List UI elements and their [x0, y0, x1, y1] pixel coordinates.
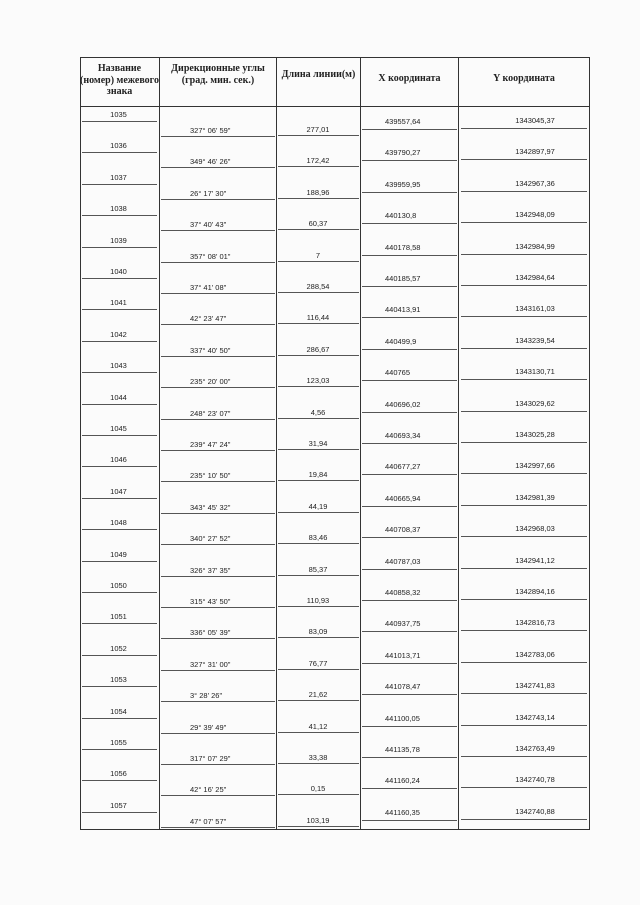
header-y: Y координата [493, 73, 555, 84]
x-coordinate: 440858,32 [385, 588, 421, 597]
coordinates-table [80, 57, 590, 830]
x-coordinate: 440693,34 [385, 431, 421, 440]
length-row-line [278, 386, 359, 387]
direction-angle: 337° 40' 50" [190, 345, 231, 355]
length-row-line [278, 323, 359, 324]
x-coordinate: 441013,71 [385, 650, 421, 660]
x-coordinate: 440130,8 [385, 211, 417, 221]
row-line [82, 341, 157, 342]
length-row-line [278, 512, 359, 513]
direction-angle: 327° 31' 00" [190, 659, 231, 669]
line-length: 83,09 [308, 627, 328, 637]
line-length: 19,84 [308, 470, 328, 480]
row-line [82, 780, 157, 781]
col-divider-4 [458, 57, 459, 830]
point-id: 1057 [110, 800, 127, 810]
row-line [82, 718, 157, 719]
header-angles: Дирекционные углы (град. мин. сек.) [171, 63, 265, 86]
x-coordinate: 441135,78 [385, 745, 420, 754]
x-row-line [362, 694, 457, 695]
row-line [82, 812, 157, 813]
angle-row-line [161, 701, 275, 702]
x-row-line [362, 631, 457, 632]
row-line [82, 529, 157, 530]
angle-row-line [161, 670, 275, 671]
length-row-line [278, 449, 359, 450]
x-row-line [362, 726, 457, 727]
row-line [82, 686, 157, 687]
y-row-line [461, 568, 587, 569]
length-row-line [278, 261, 359, 262]
y-coordinate: 1342783,06 [515, 649, 555, 659]
direction-angle: 235° 20' 00" [190, 377, 231, 387]
point-id: 1036 [110, 141, 127, 151]
angle-row-line [161, 387, 275, 388]
x-coordinate: 440665,94 [385, 493, 421, 503]
x-row-line [362, 663, 457, 664]
direction-angle: 349° 46' 26" [190, 157, 231, 167]
point-id: 1056 [110, 769, 127, 779]
x-coordinate: 439557,64 [385, 117, 421, 126]
x-row-line [362, 192, 457, 193]
y-coordinate: 1342968,03 [515, 524, 555, 534]
y-coordinate: 1342740,88 [515, 806, 555, 816]
y-row-line [461, 348, 587, 349]
y-row-line [461, 725, 587, 726]
angle-row-line [161, 324, 275, 325]
y-row-line [461, 128, 587, 129]
angle-row-line [161, 733, 275, 734]
x-coordinate: 441160,35 [385, 807, 420, 817]
angle-row-line [161, 136, 275, 137]
x-coordinate: 440178,58 [385, 242, 421, 252]
table-border-right [589, 57, 590, 830]
x-row-line [362, 443, 457, 444]
row-line [82, 152, 157, 153]
x-row-line [362, 380, 457, 381]
x-row-line [362, 412, 457, 413]
point-id: 1037 [110, 172, 127, 182]
x-coordinate: 441160,24 [385, 776, 420, 786]
length-row-line [278, 198, 359, 199]
x-row-line [362, 286, 457, 287]
x-coordinate: 440696,02 [385, 399, 421, 409]
line-length: 31,94 [308, 439, 328, 448]
length-row-line [278, 669, 359, 670]
line-length: 103,19 [306, 815, 330, 825]
length-row-line [278, 229, 359, 230]
length-row-line [278, 763, 359, 764]
point-id: 1049 [110, 549, 127, 559]
point-id: 1052 [110, 643, 127, 653]
length-row-line [278, 794, 359, 795]
angle-row-line [161, 576, 275, 577]
y-coordinate: 1343130,71 [515, 367, 555, 377]
x-row-line [362, 600, 457, 601]
x-row-line [362, 474, 457, 475]
line-length: 85,37 [308, 564, 328, 574]
row-line [82, 655, 157, 656]
x-coordinate: 440677,27 [385, 462, 421, 472]
y-row-line [461, 473, 587, 474]
y-row-line [461, 254, 587, 255]
direction-angle: 3° 28' 26" [190, 691, 223, 701]
line-length: 21,62 [308, 690, 328, 700]
direction-angle: 340° 27' 52" [190, 534, 231, 544]
line-length: 288,54 [306, 282, 330, 291]
x-coordinate: 440787,03 [385, 556, 421, 566]
line-length: 7 [315, 250, 321, 260]
length-row-line [278, 480, 359, 481]
y-row-line [461, 819, 587, 820]
row-line [82, 561, 157, 562]
direction-angle: 235° 10' 50" [190, 471, 231, 481]
y-row-line [461, 191, 587, 192]
length-row-line [278, 292, 359, 293]
line-length: 83,46 [308, 533, 328, 543]
y-row-line [461, 756, 587, 757]
row-line [82, 466, 157, 467]
line-length: 4,56 [310, 407, 326, 417]
x-row-line [362, 223, 457, 224]
point-id: 1038 [110, 204, 127, 214]
table-border-top [80, 57, 590, 58]
angle-row-line [161, 607, 275, 608]
y-coordinate: 1343025,28 [515, 430, 555, 439]
direction-angle: 248° 23' 07" [190, 408, 231, 418]
header-length: Длина линии(м) [281, 69, 356, 80]
direction-angle: 42° 16' 25" [190, 785, 227, 795]
header-bottom-border [80, 106, 590, 107]
x-coordinate: 440765 [385, 368, 411, 378]
col-divider-3 [360, 57, 361, 830]
line-length: 123,03 [306, 376, 330, 386]
length-row-line [278, 135, 359, 136]
length-row-line [278, 637, 359, 638]
length-row-line [278, 166, 359, 167]
x-coordinate: 440937,75 [385, 619, 421, 629]
y-row-line [461, 316, 587, 317]
row-line [82, 309, 157, 310]
y-coordinate: 1342897,97 [515, 147, 555, 157]
y-coordinate: 1342981,39 [515, 492, 555, 502]
y-row-line [461, 442, 587, 443]
table-border-bottom [80, 829, 590, 830]
x-coordinate: 441100,05 [385, 713, 420, 723]
header-x: X координата [378, 73, 441, 84]
direction-angle: 37° 40' 43" [190, 220, 227, 230]
point-id: 1048 [110, 518, 127, 528]
direction-angle: 326° 37' 35" [190, 565, 231, 575]
x-coordinate: 440413,91 [385, 305, 421, 315]
y-coordinate: 1342741,83 [515, 681, 555, 691]
y-coordinate: 1342743,14 [515, 712, 555, 722]
line-length: 44,19 [308, 501, 328, 511]
y-coordinate: 1342948,09 [515, 210, 555, 220]
direction-angle: 336° 05' 39" [190, 628, 231, 638]
line-length: 277,01 [306, 125, 330, 134]
line-length: 60,37 [308, 219, 328, 229]
row-line [82, 372, 157, 373]
direction-angle: 29° 39' 49" [190, 722, 227, 732]
angle-row-line [161, 795, 275, 796]
length-row-line [278, 826, 359, 827]
y-coordinate: 1342984,64 [515, 273, 555, 282]
line-length: 286,67 [306, 344, 330, 354]
y-coordinate: 1343161,03 [515, 304, 555, 314]
y-coordinate: 1343029,62 [515, 398, 555, 408]
y-coordinate: 1343239,54 [515, 335, 555, 345]
angle-row-line [161, 293, 275, 294]
x-row-line [362, 820, 457, 821]
y-coordinate: 1342984,99 [515, 241, 555, 251]
point-id: 1041 [110, 298, 127, 308]
length-row-line [278, 700, 359, 701]
length-row-line [278, 606, 359, 607]
line-length: 172,42 [306, 156, 330, 166]
y-row-line [461, 662, 587, 663]
x-row-line [362, 349, 457, 350]
line-length: 33,38 [308, 753, 328, 762]
x-coordinate: 441078,47 [385, 682, 421, 692]
x-row-line [362, 160, 457, 161]
point-id: 1043 [110, 361, 127, 371]
x-row-line [362, 537, 457, 538]
line-length: 188,96 [306, 187, 330, 197]
y-coordinate: 1343045,37 [515, 116, 555, 125]
x-row-line [362, 255, 457, 256]
point-id: 1051 [110, 612, 127, 622]
y-row-line [461, 536, 587, 537]
point-id: 1047 [110, 486, 127, 496]
row-line [82, 404, 157, 405]
point-id: 1040 [110, 267, 127, 276]
angle-row-line [161, 230, 275, 231]
row-line [82, 592, 157, 593]
direction-angle: 239° 47' 24" [190, 440, 231, 449]
y-coordinate: 1342740,78 [515, 775, 555, 785]
point-id: 1045 [110, 424, 127, 433]
angle-row-line [161, 827, 275, 828]
row-line [82, 247, 157, 248]
length-row-line [278, 355, 359, 356]
angle-row-line [161, 513, 275, 514]
length-row-line [278, 575, 359, 576]
x-row-line [362, 317, 457, 318]
x-coordinate: 439790,27 [385, 148, 421, 158]
y-row-line [461, 222, 587, 223]
x-coordinate: 440708,37 [385, 525, 421, 535]
point-id: 1050 [110, 581, 127, 590]
point-id: 1042 [110, 329, 127, 339]
line-length: 110,93 [306, 596, 330, 605]
x-row-line [362, 757, 457, 758]
x-row-line [362, 506, 457, 507]
y-coordinate: 1342997,66 [515, 461, 555, 471]
point-id: 1054 [110, 706, 127, 716]
line-length: 116,44 [306, 313, 330, 323]
x-row-line [362, 129, 457, 130]
length-row-line [278, 418, 359, 419]
header-name: Название (номер) межевого знака [80, 63, 159, 97]
direction-angle: 47° 07' 57" [190, 816, 227, 826]
angle-row-line [161, 450, 275, 451]
angle-row-line [161, 638, 275, 639]
line-length: 41,12 [308, 721, 328, 731]
point-id: 1053 [110, 675, 127, 685]
y-coordinate: 1342967,36 [515, 178, 555, 188]
y-row-line [461, 693, 587, 694]
point-id: 1046 [110, 455, 127, 465]
angle-row-line [161, 764, 275, 765]
row-line [82, 749, 157, 750]
y-row-line [461, 379, 587, 380]
x-row-line [362, 788, 457, 789]
x-coordinate: 440499,9 [385, 336, 417, 346]
angle-row-line [161, 199, 275, 200]
y-coordinate: 1342763,49 [515, 744, 555, 753]
direction-angle: 317° 07' 29" [190, 754, 231, 763]
y-row-line [461, 285, 587, 286]
x-row-line [362, 569, 457, 570]
angle-row-line [161, 419, 275, 420]
direction-angle: 343° 45' 32" [190, 502, 231, 512]
row-line [82, 184, 157, 185]
length-row-line [278, 543, 359, 544]
direction-angle: 315° 43' 50" [190, 597, 231, 606]
length-row-line [278, 732, 359, 733]
angle-row-line [161, 262, 275, 263]
direction-angle: 327° 06' 59" [190, 126, 231, 135]
row-line [82, 435, 157, 436]
line-length: 76,77 [308, 658, 328, 668]
row-line [82, 278, 157, 279]
point-id: 1035 [110, 110, 127, 119]
x-coordinate: 439959,95 [385, 179, 421, 189]
y-row-line [461, 599, 587, 600]
y-coordinate: 1342816,73 [515, 618, 555, 628]
angle-row-line [161, 167, 275, 168]
point-id: 1039 [110, 235, 127, 245]
direction-angle: 357° 08' 01" [190, 251, 231, 261]
row-line [82, 121, 157, 122]
row-line [82, 623, 157, 624]
point-id: 1055 [110, 738, 127, 747]
y-row-line [461, 630, 587, 631]
y-row-line [461, 159, 587, 160]
direction-angle: 26° 17' 30" [190, 188, 227, 198]
y-coordinate: 1342941,12 [515, 555, 555, 565]
direction-angle: 37° 41' 08" [190, 283, 227, 292]
row-line [82, 215, 157, 216]
y-row-line [461, 411, 587, 412]
y-coordinate: 1342894,16 [515, 587, 555, 596]
x-coordinate: 440185,57 [385, 274, 421, 283]
y-row-line [461, 505, 587, 506]
point-id: 1044 [110, 392, 127, 402]
angle-row-line [161, 481, 275, 482]
line-length: 0,15 [310, 784, 326, 794]
row-line [82, 498, 157, 499]
angle-row-line [161, 356, 275, 357]
direction-angle: 42° 23' 47" [190, 314, 227, 324]
angle-row-line [161, 544, 275, 545]
y-row-line [461, 787, 587, 788]
